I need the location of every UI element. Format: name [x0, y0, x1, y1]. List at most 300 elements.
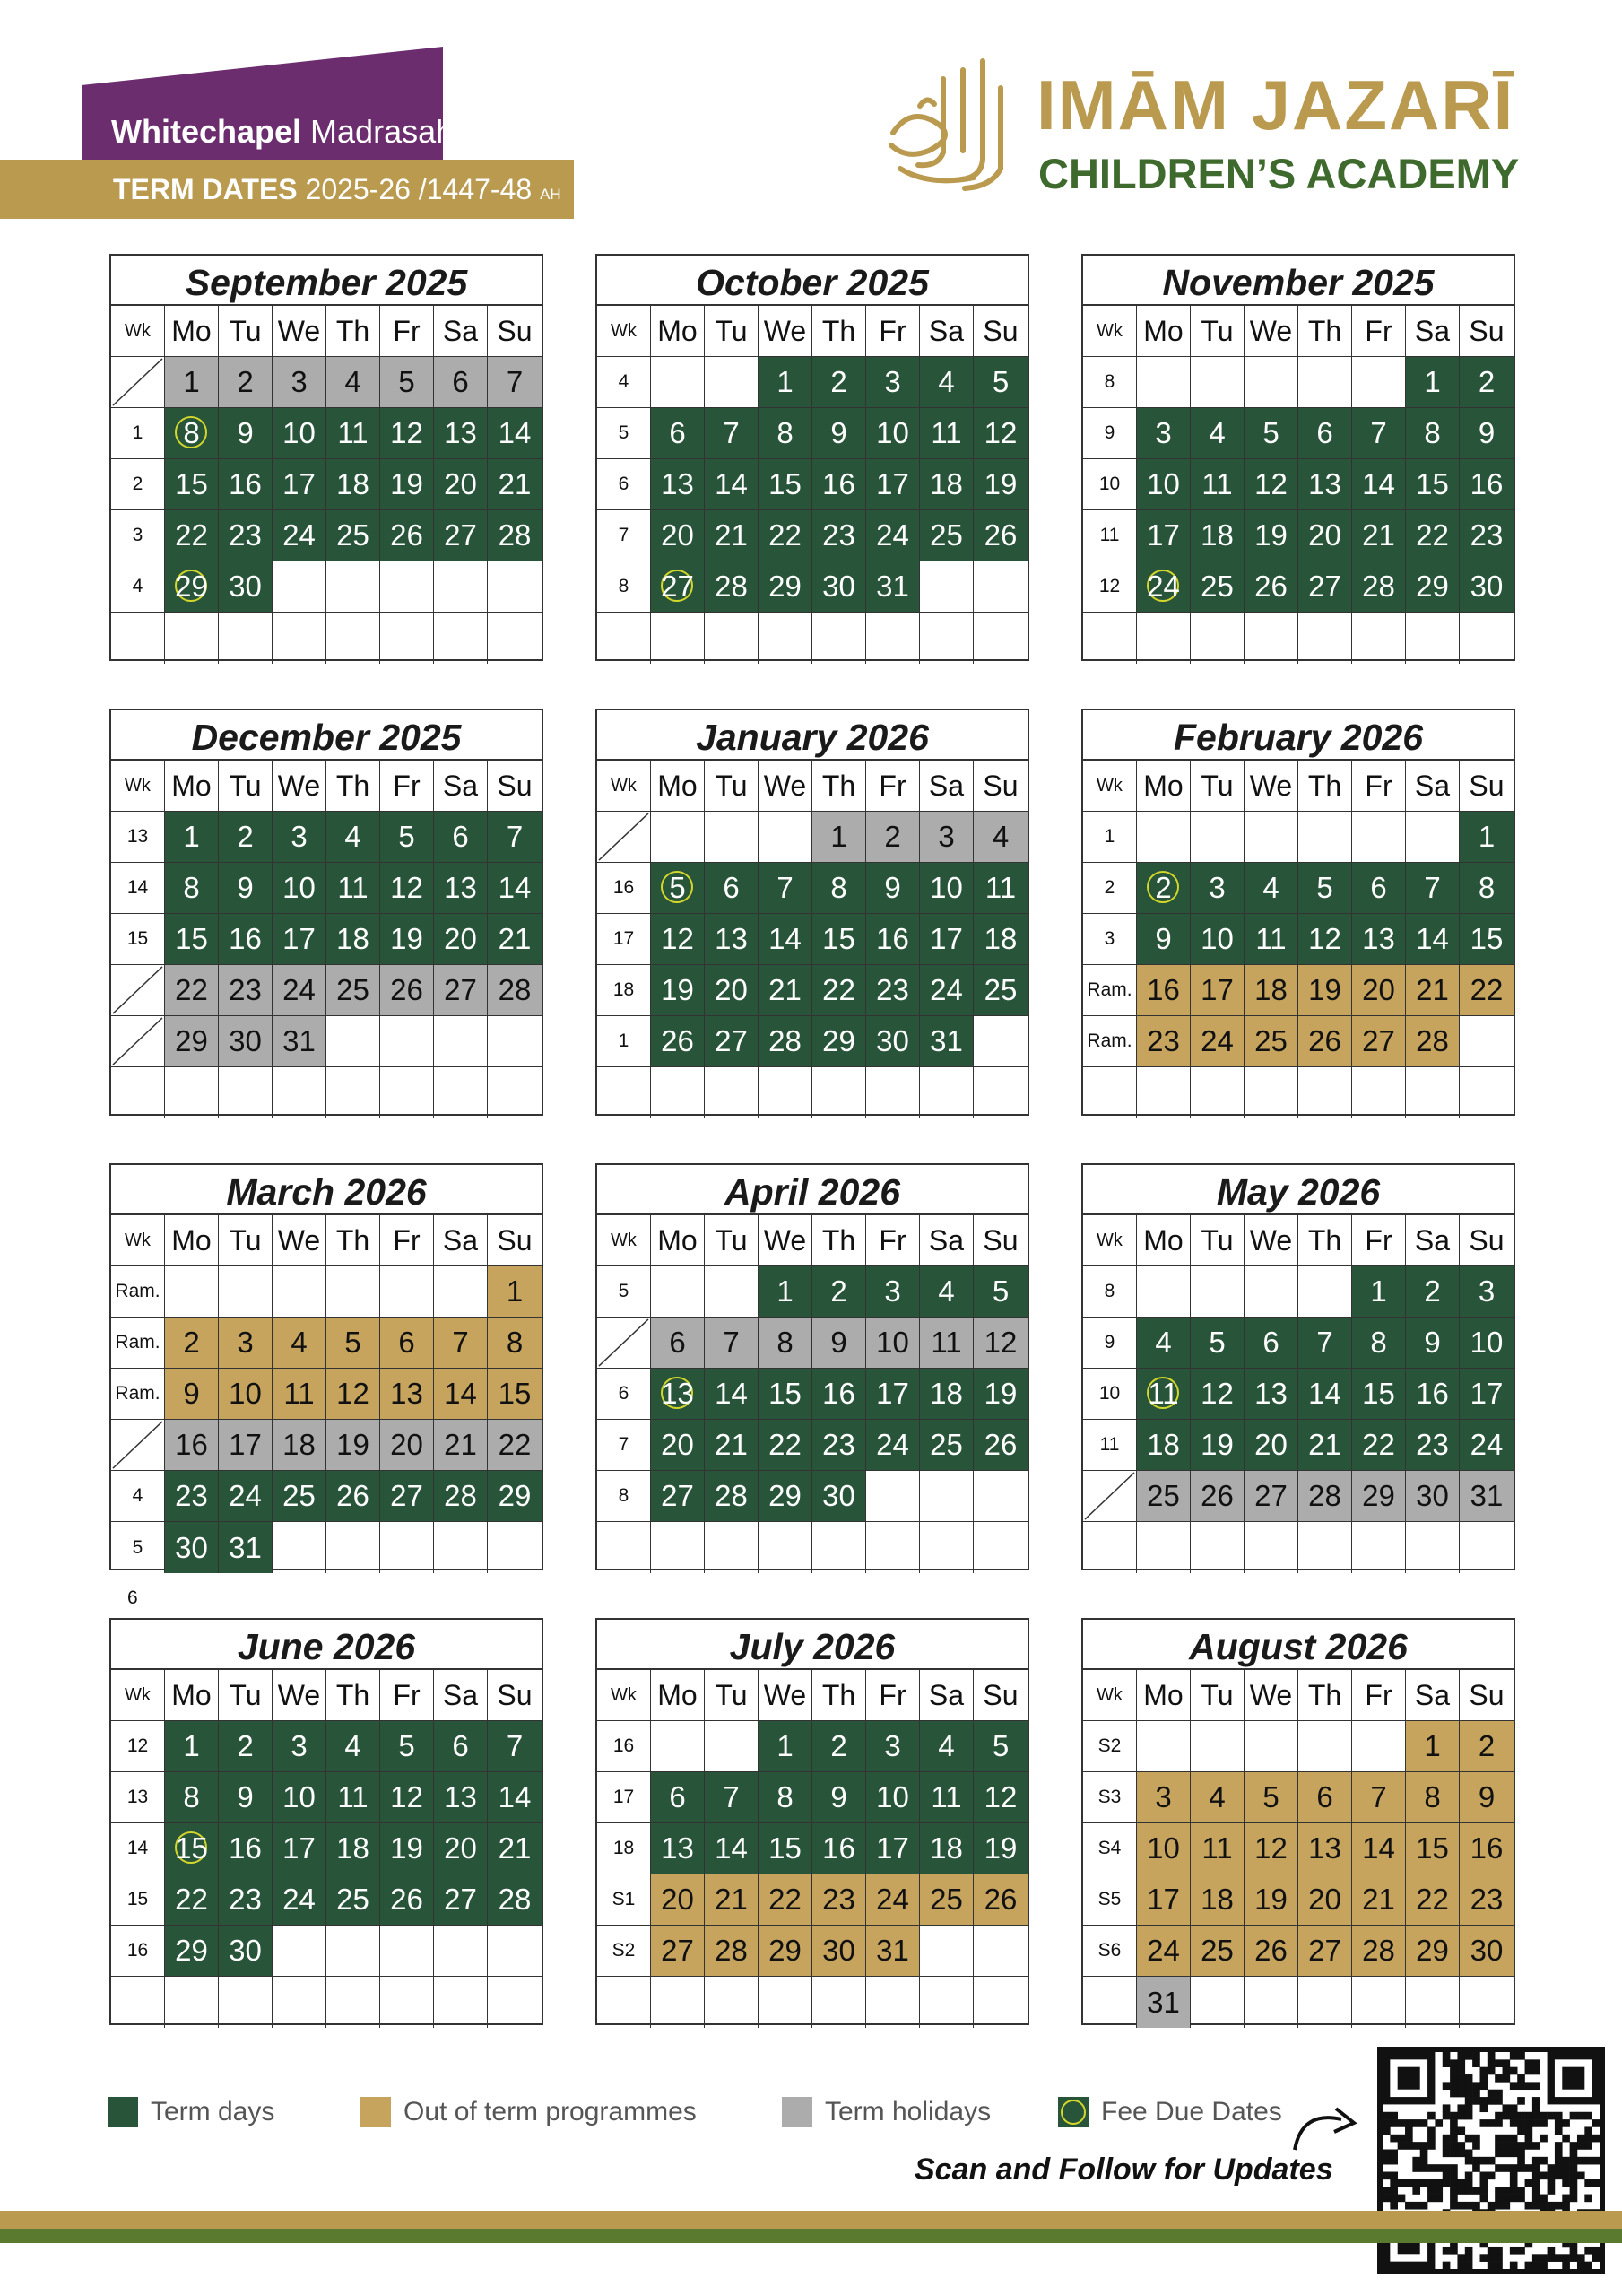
- day-cell: [920, 863, 974, 914]
- day-number: 28: [498, 973, 532, 1006]
- day-cell: [920, 408, 974, 459]
- weekday-header: We: [759, 1670, 812, 1721]
- day-number: 10: [282, 871, 316, 904]
- day-cell: [920, 1420, 974, 1471]
- day-cell: [1352, 1420, 1406, 1471]
- empty-cell: [1298, 1977, 1352, 2028]
- day-cell: [1191, 408, 1245, 459]
- week-number: [597, 613, 651, 664]
- weekday-header: Sa: [1406, 1215, 1460, 1266]
- day-cell: [705, 1420, 759, 1471]
- weekday-header: Th: [326, 1215, 380, 1266]
- day-cell: [219, 1874, 273, 1926]
- school-name: Whitechapel Madrasah: [111, 113, 455, 150]
- day-cell: [488, 408, 542, 459]
- day-number: 25: [930, 518, 963, 552]
- day-number: 22: [1470, 973, 1504, 1006]
- day-number: 7: [723, 1326, 740, 1359]
- day-cell: [326, 1721, 380, 1772]
- day-number: 4: [1262, 871, 1279, 904]
- day-cell: [812, 965, 866, 1016]
- day-number: 26: [661, 1024, 694, 1057]
- day-number: 16: [822, 467, 855, 500]
- day-cell: [1298, 408, 1352, 459]
- day-cell: [866, 1016, 920, 1067]
- day-cell: [219, 1772, 273, 1823]
- day-cell: [812, 863, 866, 914]
- day-cell: [759, 510, 812, 561]
- empty-cell: [434, 613, 488, 664]
- day-cell: [1460, 1369, 1514, 1420]
- day-cell: [1298, 1874, 1352, 1926]
- day-cell: [1245, 459, 1298, 510]
- weekday-header: Fr: [380, 1670, 434, 1721]
- day-number: 14: [1362, 1831, 1395, 1865]
- day-cell: [326, 1823, 380, 1874]
- day-cell: [974, 1823, 1028, 1874]
- day-number: 5: [398, 820, 415, 853]
- day-cell: [1352, 1874, 1406, 1926]
- day-number: 12: [984, 1326, 1018, 1359]
- day-cell-fee-due: [1137, 863, 1191, 914]
- weekday-header: Sa: [434, 1670, 488, 1721]
- day-number: 7: [776, 871, 794, 904]
- day-cell: [1191, 561, 1245, 613]
- day-number: 22: [1416, 518, 1449, 552]
- legend-term-holidays: Term holidays: [782, 2097, 991, 2127]
- empty-cell: [326, 1977, 380, 2028]
- day-cell: [759, 357, 812, 408]
- day-cell: [705, 1318, 759, 1369]
- week-number: 9: [1083, 408, 1137, 459]
- holiday-week-marker: [597, 1318, 651, 1369]
- day-cell: [1245, 914, 1298, 965]
- day-number: 8: [1424, 416, 1441, 449]
- week-number: 10: [1083, 1369, 1137, 1420]
- day-number: 27: [1362, 1024, 1395, 1057]
- day-number: 26: [984, 518, 1018, 552]
- day-number: 30: [229, 1934, 262, 1967]
- day-cell: [1406, 1016, 1460, 1067]
- day-number: 19: [984, 467, 1018, 500]
- day-number: 10: [282, 1780, 316, 1813]
- day-number: 5: [669, 871, 686, 904]
- curved-arrow-icon: [1289, 2103, 1370, 2157]
- day-number: 2: [1478, 365, 1496, 398]
- day-number: 23: [175, 1479, 208, 1512]
- empty-cell: [651, 1977, 705, 2028]
- weekday-header: Th: [1298, 761, 1352, 812]
- day-number: 25: [336, 1883, 369, 1916]
- day-cell: [705, 561, 759, 613]
- day-number: 27: [1254, 1479, 1288, 1512]
- month-calendar: [595, 709, 1029, 1116]
- day-cell: [812, 510, 866, 561]
- day-cell: [165, 1369, 219, 1420]
- month-title: June 2026: [111, 1620, 542, 1670]
- day-cell: [974, 812, 1028, 863]
- day-number: 25: [336, 518, 369, 552]
- day-cell: [1460, 1823, 1514, 1874]
- day-number: 10: [1147, 1831, 1180, 1865]
- day-cell: [273, 812, 326, 863]
- empty-cell: [1298, 812, 1352, 863]
- empty-cell: [705, 1721, 759, 1772]
- footer-band-gold: [0, 2211, 1622, 2229]
- empty-cell: [434, 1522, 488, 1573]
- day-cell: [759, 459, 812, 510]
- week-number: 15: [111, 1874, 165, 1926]
- day-number: 14: [1308, 1377, 1341, 1410]
- empty-cell: [165, 1977, 219, 2028]
- day-number: 31: [1147, 1985, 1180, 2019]
- day-cell: [1406, 1823, 1460, 1874]
- empty-cell: [705, 613, 759, 664]
- month-grid: [111, 1215, 542, 1573]
- day-cell: [920, 1874, 974, 1926]
- weekday-header: Su: [488, 306, 542, 357]
- empty-cell: [974, 1067, 1028, 1118]
- day-number: 22: [768, 518, 802, 552]
- day-number: 24: [876, 1428, 909, 1461]
- day-number: 6: [1262, 1326, 1279, 1359]
- day-cell: [759, 408, 812, 459]
- day-number: 3: [237, 1326, 254, 1359]
- empty-cell: [380, 561, 434, 613]
- day-number: 28: [1416, 1024, 1449, 1057]
- day-cell: [1191, 1420, 1245, 1471]
- day-number: 11: [1148, 1377, 1179, 1410]
- day-cell: [920, 1823, 974, 1874]
- month-grid: [1083, 306, 1514, 664]
- day-cell: [219, 914, 273, 965]
- day-number: 8: [776, 1326, 794, 1359]
- day-cell: [1137, 1772, 1191, 1823]
- weekday-header: Tu: [1191, 1670, 1245, 1721]
- empty-cell: [273, 1067, 326, 1118]
- week-column-header: Wk: [111, 1670, 165, 1721]
- day-number: 24: [229, 1479, 262, 1512]
- week-number: 16: [597, 1721, 651, 1772]
- month-grid: [1083, 1670, 1514, 2028]
- empty-cell: [488, 1926, 542, 1977]
- day-cell: [1352, 1318, 1406, 1369]
- day-cell: [759, 1772, 812, 1823]
- month-grid: [597, 1670, 1028, 2028]
- day-cell: [866, 357, 920, 408]
- day-number: 13: [661, 467, 694, 500]
- week-number: 18: [597, 1823, 651, 1874]
- day-cell: [1352, 965, 1406, 1016]
- day-number: 26: [1254, 570, 1288, 603]
- weekday-header: Sa: [434, 306, 488, 357]
- day-number: 22: [175, 1883, 208, 1916]
- day-number: 18: [930, 1831, 963, 1865]
- day-cell: [1460, 510, 1514, 561]
- day-number: 11: [1201, 1831, 1233, 1865]
- day-number: 17: [1201, 973, 1234, 1006]
- day-number: 28: [715, 570, 748, 603]
- week-number: 18: [597, 965, 651, 1016]
- day-cell: [651, 1471, 705, 1522]
- day-number: 1: [1478, 820, 1496, 853]
- day-cell: [1406, 863, 1460, 914]
- day-number: 8: [776, 1780, 794, 1813]
- day-number: 25: [1147, 1479, 1180, 1512]
- weekday-header: We: [273, 1215, 326, 1266]
- day-cell: [219, 1721, 273, 1772]
- day-cell: [165, 459, 219, 510]
- day-number: 23: [876, 973, 909, 1006]
- month-title: December 2025: [111, 710, 542, 761]
- empty-cell: [759, 1067, 812, 1118]
- day-number: 12: [661, 922, 694, 955]
- week-number: S2: [597, 1926, 651, 1977]
- weekday-header: Su: [488, 1215, 542, 1266]
- day-number: 11: [931, 1326, 962, 1359]
- day-number: 16: [229, 922, 262, 955]
- day-number: 26: [390, 518, 423, 552]
- day-cell: [974, 408, 1028, 459]
- day-cell: [434, 1420, 488, 1471]
- day-cell: [273, 510, 326, 561]
- day-number: 29: [822, 1024, 855, 1057]
- day-number: 21: [715, 1428, 748, 1461]
- day-number: 20: [661, 518, 694, 552]
- day-number: 23: [822, 1428, 855, 1461]
- day-cell: [434, 1772, 488, 1823]
- diagonal-slash-icon: [597, 812, 650, 862]
- day-number: 12: [1201, 1377, 1234, 1410]
- day-number: 8: [183, 871, 200, 904]
- weekday-header: Su: [1460, 1670, 1514, 1721]
- day-number: 23: [1470, 518, 1504, 552]
- empty-cell: [974, 1522, 1028, 1573]
- weekday-header: Mo: [165, 306, 219, 357]
- day-number: 11: [337, 416, 369, 449]
- day-cell: [1460, 812, 1514, 863]
- day-number: 19: [336, 1428, 369, 1461]
- day-cell: [434, 408, 488, 459]
- weekday-header: We: [273, 761, 326, 812]
- day-number: 5: [992, 365, 1010, 398]
- day-number: 7: [1370, 1780, 1387, 1813]
- day-number: 1: [1370, 1274, 1387, 1308]
- day-number: 21: [1416, 973, 1449, 1006]
- day-number: 18: [1201, 518, 1234, 552]
- day-cell: [219, 965, 273, 1016]
- day-number: 18: [336, 467, 369, 500]
- week-number: 15: [111, 914, 165, 965]
- day-cell: [866, 1772, 920, 1823]
- day-cell: [380, 863, 434, 914]
- day-cell: [1352, 459, 1406, 510]
- day-cell: [974, 965, 1028, 1016]
- weekday-header: Th: [1298, 306, 1352, 357]
- day-number: 1: [776, 1274, 794, 1308]
- empty-cell: [812, 1522, 866, 1573]
- day-number: 15: [1416, 1831, 1449, 1865]
- empty-cell: [434, 1266, 488, 1318]
- day-cell: [434, 812, 488, 863]
- day-cell: [380, 1420, 434, 1471]
- day-cell-fee-due: [165, 408, 219, 459]
- week-number: 16: [597, 863, 651, 914]
- day-cell: [273, 1016, 326, 1067]
- day-number: 20: [390, 1428, 423, 1461]
- day-cell: [326, 1874, 380, 1926]
- week-number: Ram.: [1083, 1016, 1137, 1067]
- day-number: 1: [830, 820, 847, 853]
- day-cell: [219, 863, 273, 914]
- empty-cell: [1460, 1067, 1514, 1118]
- day-cell: [326, 1420, 380, 1471]
- day-cell: [1137, 1318, 1191, 1369]
- day-cell: [1460, 1266, 1514, 1318]
- day-number: 9: [830, 1780, 847, 1813]
- weekday-header: Fr: [866, 761, 920, 812]
- day-number: 5: [992, 1274, 1010, 1308]
- day-cell: [866, 459, 920, 510]
- day-cell: [273, 459, 326, 510]
- empty-cell: [1245, 1522, 1298, 1573]
- day-number: 11: [283, 1377, 315, 1410]
- week-number: 6: [597, 1369, 651, 1420]
- weekday-header: Th: [812, 306, 866, 357]
- empty-cell: [219, 1067, 273, 1118]
- empty-cell: [866, 613, 920, 664]
- day-number: 1: [776, 1729, 794, 1762]
- day-number: 28: [715, 1479, 748, 1512]
- day-cell: [219, 459, 273, 510]
- day-number: 16: [1147, 973, 1180, 1006]
- day-cell: [812, 914, 866, 965]
- day-cell: [488, 1721, 542, 1772]
- weekday-header: Mo: [651, 1670, 705, 1721]
- day-cell: [920, 1369, 974, 1420]
- weekday-header: Mo: [651, 306, 705, 357]
- empty-cell: [165, 1067, 219, 1118]
- diagonal-slash-icon: [597, 1318, 650, 1368]
- day-number: 1: [776, 365, 794, 398]
- day-number: 17: [282, 1831, 316, 1865]
- day-cell: [1352, 1926, 1406, 1977]
- day-number: 4: [344, 820, 361, 853]
- day-number: 19: [390, 467, 423, 500]
- day-number: 9: [830, 416, 847, 449]
- day-cell: [705, 1926, 759, 1977]
- weekday-header: Su: [974, 306, 1028, 357]
- day-number: 23: [229, 518, 262, 552]
- weekday-header: We: [273, 1670, 326, 1721]
- month-calendar: [595, 1618, 1029, 2025]
- day-cell: [759, 965, 812, 1016]
- day-number: 15: [768, 1831, 802, 1865]
- empty-cell: [273, 561, 326, 613]
- day-number: 5: [1209, 1326, 1226, 1359]
- day-cell: [1460, 1721, 1514, 1772]
- weekday-header: We: [759, 1215, 812, 1266]
- day-number: 13: [661, 1377, 694, 1410]
- day-cell: [488, 1318, 542, 1369]
- day-cell: [219, 1823, 273, 1874]
- day-cell: [165, 1016, 219, 1067]
- empty-cell: [326, 1926, 380, 1977]
- empty-cell: [920, 1926, 974, 1977]
- day-number: 9: [1478, 416, 1496, 449]
- empty-cell: [866, 1522, 920, 1573]
- day-cell: [705, 408, 759, 459]
- day-number: 29: [768, 1934, 802, 1967]
- day-cell: [1191, 914, 1245, 965]
- empty-cell: [1406, 613, 1460, 664]
- day-cell: [812, 459, 866, 510]
- day-number: 29: [768, 1479, 802, 1512]
- empty-cell: [812, 1977, 866, 2028]
- day-number: 30: [822, 570, 855, 603]
- week-number-label: 6: [127, 1587, 138, 1608]
- weekday-header: Sa: [920, 761, 974, 812]
- empty-cell: [165, 1266, 219, 1318]
- day-number: 7: [1316, 1326, 1333, 1359]
- day-number: 10: [229, 1377, 262, 1410]
- day-cell: [1191, 1823, 1245, 1874]
- empty-cell: [380, 1016, 434, 1067]
- week-number: S3: [1083, 1772, 1137, 1823]
- empty-cell: [1137, 812, 1191, 863]
- day-number: 4: [1209, 1780, 1226, 1813]
- day-number: 18: [282, 1428, 316, 1461]
- day-number: 14: [498, 416, 532, 449]
- weekday-header: Tu: [219, 1215, 273, 1266]
- weekday-header: Th: [1298, 1215, 1352, 1266]
- day-number: 19: [1308, 973, 1341, 1006]
- day-number: 12: [336, 1377, 369, 1410]
- day-number: 24: [1147, 570, 1180, 603]
- empty-cell: [488, 1016, 542, 1067]
- day-number: 28: [498, 518, 532, 552]
- week-number: 8: [1083, 1266, 1137, 1318]
- day-number: 6: [1316, 416, 1333, 449]
- weekday-header: Mo: [1137, 1670, 1191, 1721]
- empty-cell: [705, 1522, 759, 1573]
- day-cell: [1406, 561, 1460, 613]
- day-cell: [812, 1420, 866, 1471]
- day-cell: [866, 408, 920, 459]
- day-number: 14: [715, 467, 748, 500]
- empty-cell: [1191, 1266, 1245, 1318]
- month-title: September 2025: [111, 256, 542, 306]
- day-number: 9: [237, 871, 254, 904]
- weekday-header: Mo: [165, 1670, 219, 1721]
- empty-cell: [920, 1471, 974, 1522]
- weekday-header: Th: [812, 761, 866, 812]
- day-number: 25: [1201, 570, 1234, 603]
- day-cell: [1245, 1823, 1298, 1874]
- day-number: 30: [229, 570, 262, 603]
- day-cell-fee-due: [1137, 1369, 1191, 1420]
- diagonal-slash-icon: [111, 1016, 164, 1066]
- day-cell: [974, 1266, 1028, 1318]
- empty-cell: [1406, 1067, 1460, 1118]
- day-cell: [434, 965, 488, 1016]
- day-number: 19: [661, 973, 694, 1006]
- month-title: October 2025: [597, 256, 1028, 306]
- week-number: 7: [597, 510, 651, 561]
- day-number: 24: [282, 518, 316, 552]
- weekday-header: Th: [812, 1215, 866, 1266]
- day-number: 15: [175, 922, 208, 955]
